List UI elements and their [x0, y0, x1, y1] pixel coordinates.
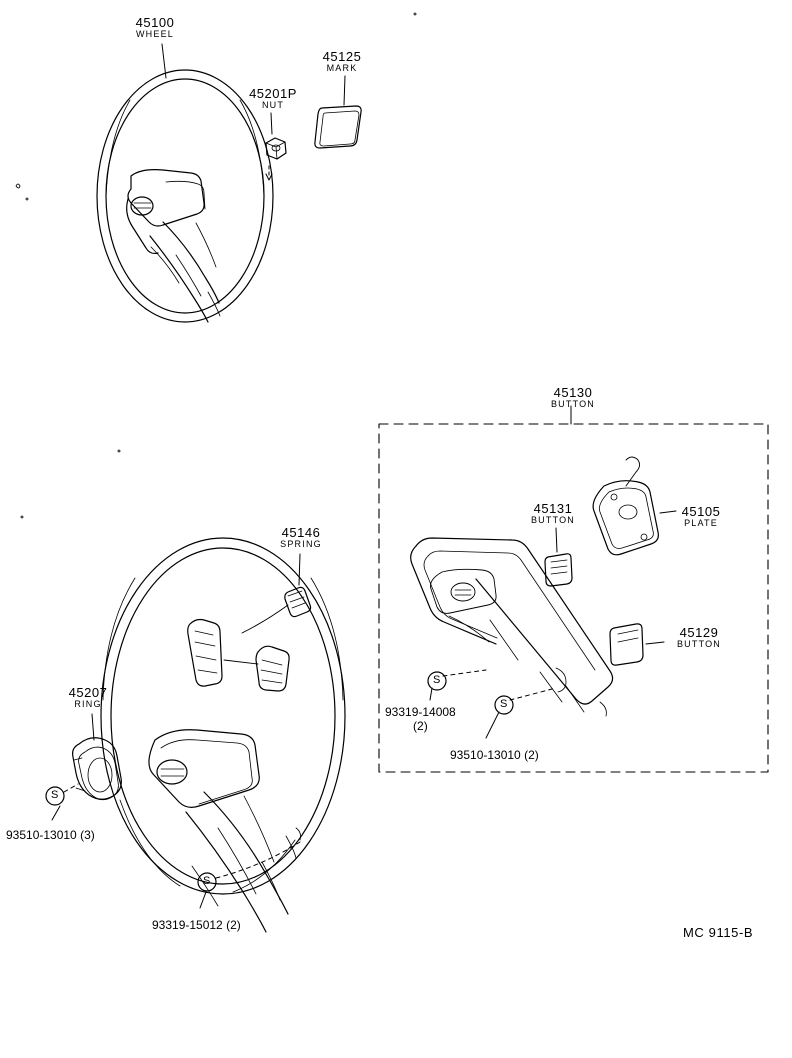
part-label-45201P	[234, 87, 312, 110]
wheel2-contact-left	[188, 620, 222, 687]
fastener-qty: (2)	[413, 719, 428, 733]
part-number: 45201P	[249, 86, 297, 101]
part-label-45129	[661, 626, 737, 649]
part-label-45131	[515, 502, 591, 525]
spring-45146	[285, 587, 311, 616]
part-number: 45207	[68, 685, 108, 700]
part-label-45207	[51, 686, 125, 709]
part-desc: WHEEL	[135, 28, 174, 39]
diagram-footer-code: MC 9115-B	[683, 925, 754, 940]
wheel2-rim-inner	[111, 548, 335, 884]
ring-45207	[73, 738, 122, 800]
mark-emblem	[315, 106, 361, 148]
part-desc: SPRING	[280, 538, 322, 549]
wheel-hub-boss	[131, 197, 153, 215]
fastener-93319-15012: 93319-15012 (2)	[152, 918, 241, 932]
screw-marker-label-2: S	[500, 698, 508, 710]
screw-marker-label-4: S	[203, 875, 211, 887]
part-number: 45130	[553, 385, 593, 400]
part-number: 45146	[281, 525, 321, 540]
part-desc: MARK	[326, 62, 358, 73]
part-label-45100	[119, 16, 191, 39]
wheel2-rim-outer	[101, 538, 345, 894]
part-desc: BUTTON	[530, 514, 576, 525]
wheel2-hub-boss	[157, 760, 187, 784]
wheel2-spoke-a	[204, 792, 288, 914]
part-number: 45100	[135, 15, 175, 30]
wheel-spoke-lower	[150, 236, 208, 322]
screw-marker-label-1: S	[433, 674, 441, 686]
part-desc: RING	[74, 698, 102, 709]
part-label-45105	[663, 505, 739, 528]
wheel2-hub	[149, 730, 259, 808]
wheel-hub-left	[127, 199, 158, 253]
part-desc: PLATE	[684, 517, 718, 528]
plate-45105	[593, 481, 658, 555]
part-label-45125	[306, 50, 378, 73]
fastener-number: 93319-14008	[385, 705, 456, 719]
wheel2-contact-right	[256, 646, 289, 691]
nut-hex	[266, 138, 286, 159]
wheel-rim-inner	[106, 79, 264, 313]
fastener-93510-13010-3: 93510-13010 (3)	[6, 828, 95, 842]
wheel2-spoke-b	[186, 812, 266, 932]
screw-marker-label-3: S	[51, 789, 59, 801]
part-number: 45131	[533, 501, 573, 516]
part-number: 45125	[322, 49, 362, 64]
part-number: 45129	[679, 625, 719, 640]
wheel-hub-top	[128, 170, 204, 226]
button-45129	[610, 624, 643, 665]
part-desc: BUTTON	[676, 638, 722, 649]
wheel-spoke-upper	[163, 222, 219, 303]
horn-pad-outer	[416, 538, 613, 704]
part-label-45146	[263, 526, 339, 549]
part-label-45130	[535, 386, 611, 409]
part-number: 45105	[681, 504, 721, 519]
button-45131	[545, 554, 572, 586]
fastener-93510-13010-2: 93510-13010 (2)	[450, 748, 539, 762]
part-desc: NUT	[261, 99, 285, 110]
part-desc: BUTTON	[550, 398, 596, 409]
horn-pad-outer-left	[411, 546, 496, 644]
fastener-93319-14008	[385, 705, 456, 733]
